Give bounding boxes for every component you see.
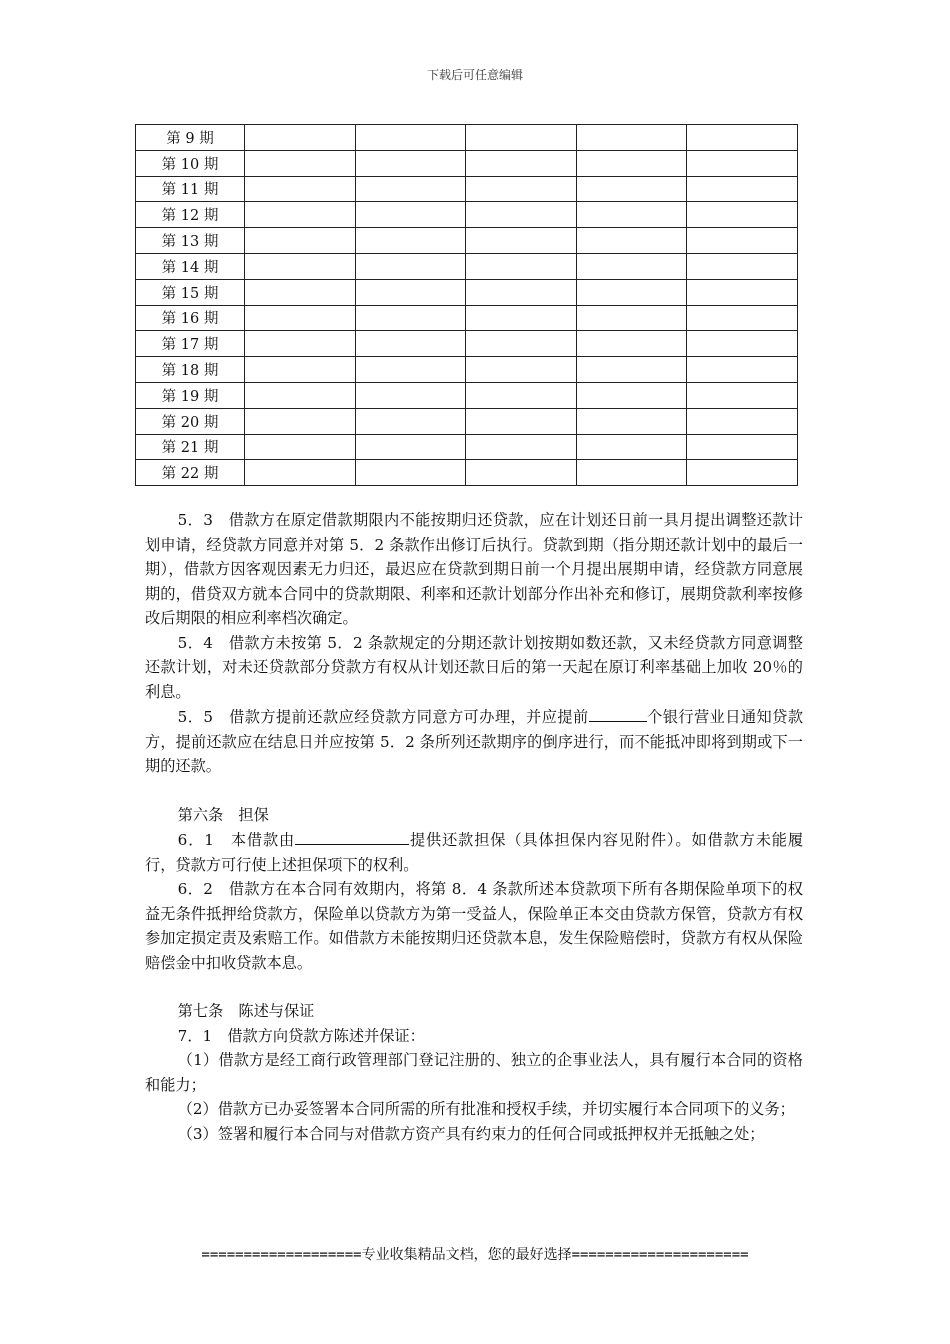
blank-business-days: [589, 704, 647, 722]
period-label: 第 22 期: [136, 460, 245, 486]
table-cell: [355, 460, 466, 486]
period-label: 第 17 期: [136, 331, 245, 357]
period-label: 第 15 期: [136, 279, 245, 305]
table-cell: [466, 408, 577, 434]
period-label: 第 18 期: [136, 357, 245, 383]
table-cell: [355, 279, 466, 305]
table-cell: [687, 331, 798, 357]
table-cell: [576, 331, 687, 357]
period-label: 第 20 期: [136, 408, 245, 434]
table-cell: [576, 460, 687, 486]
table-cell: [687, 150, 798, 176]
clause-7-1-item-3: （3）签署和履行本合同与对借款方资产具有约束力的任何合同或抵押权并无抵触之处；: [177, 1124, 765, 1143]
table-cell: [245, 150, 356, 176]
table-cell: [576, 253, 687, 279]
table-cell: [355, 150, 466, 176]
table-cell: [687, 382, 798, 408]
table-cell: [355, 176, 466, 202]
table-cell: [466, 176, 577, 202]
table-row: [136, 279, 798, 305]
table-cell: [466, 279, 577, 305]
table-cell: [245, 125, 356, 151]
table-cell: [245, 460, 356, 486]
table-cell: [576, 150, 687, 176]
table-cell: [687, 408, 798, 434]
table-cell: [687, 125, 798, 151]
table-cell: [466, 125, 577, 151]
table-cell: [466, 460, 577, 486]
table-cell: [355, 253, 466, 279]
contract-body: [145, 508, 803, 1146]
table-cell: [245, 202, 356, 228]
table-cell: [355, 305, 466, 331]
table-cell: [466, 357, 577, 383]
table-cell: [576, 228, 687, 254]
table-cell: [576, 279, 687, 305]
table-cell: [687, 357, 798, 383]
table-cell: [687, 434, 798, 460]
table-row: [136, 125, 798, 151]
table-row: [136, 202, 798, 228]
table-row: [136, 228, 798, 254]
period-label: 第 21 期: [136, 434, 245, 460]
table-cell: [466, 202, 577, 228]
period-label: 第 14 期: [136, 253, 245, 279]
table-cell: [687, 279, 798, 305]
table-cell: [355, 408, 466, 434]
table-cell: [687, 305, 798, 331]
clause-5-5-part-b: 个银行营业日通知贷款方，提前还款应在结息日并应按第 5．2 条所列还款期序的倒序进行，而不能抵冲即将到期或下一期的还款。: [145, 708, 804, 775]
table-row: [136, 176, 798, 202]
repayment-schedule-table: [135, 124, 798, 486]
table-row: [136, 434, 798, 460]
period-label: 第 11 期: [136, 176, 245, 202]
period-label: 第 9 期: [136, 125, 245, 151]
table-cell: [355, 331, 466, 357]
table-cell: [355, 434, 466, 460]
article-7-heading: 第七条 陈述与保证: [177, 1002, 315, 1020]
table-row: [136, 150, 798, 176]
page-footer: ===================专业收集精品文档，您的最好选择=====================: [201, 1247, 749, 1263]
clause-5-4: 5．4 借款方未按第 5．2 条款规定的分期还款计划按期如数还款，又未经贷款方同意调整还款计划，对未还贷款部分贷款方有权从计划还款日后的第一天起在原订利率基础上加收 20％的利息。: [145, 633, 803, 701]
table-cell: [576, 434, 687, 460]
table-cell: [355, 382, 466, 408]
table-cell: [576, 202, 687, 228]
table-cell: [687, 228, 798, 254]
table-row: [136, 382, 798, 408]
table-cell: [466, 434, 577, 460]
table-row: [136, 253, 798, 279]
table-cell: [466, 253, 577, 279]
clause-7-1: 7．1 借款方向贷款方陈述并保证：: [177, 1026, 425, 1045]
table-cell: [687, 176, 798, 202]
period-label: 第 10 期: [136, 150, 245, 176]
table-cell: [576, 176, 687, 202]
table-cell: [576, 357, 687, 383]
table-cell: [466, 305, 577, 331]
table-cell: [245, 331, 356, 357]
table-cell: [687, 202, 798, 228]
table-cell: [245, 305, 356, 331]
table-cell: [466, 331, 577, 357]
article-6-heading: 第六条 担保: [177, 805, 269, 824]
table-cell: [245, 408, 356, 434]
period-label: 第 16 期: [136, 305, 245, 331]
clause-6-1: [145, 827, 803, 877]
table-cell: [687, 253, 798, 279]
table-cell: [245, 176, 356, 202]
table-cell: [576, 382, 687, 408]
table-cell: [245, 357, 356, 383]
clause-7-1-item-2: （2）借款方已办妥签署本合同所需的所有批准和授权手续，并切实履行本合同项下的义务；: [177, 1100, 795, 1118]
table-cell: [466, 150, 577, 176]
table-cell: [245, 279, 356, 305]
table-cell: [355, 357, 466, 383]
clause-5-3: 5．3 借款方在原定借款期限内不能按期归还贷款，应在计划还日前一具月提出调整还款计划申请，经贷款方同意并对第 5．2 条款作出修订后执行。贷款到期（指分期还款计划中的最后一期），借款方因客观因素无力归还，最迟应在贷款到期日前一个月提出展期申请，经贷款方同意展期的，借贷双方就本合同中的贷款期限、利率和还款计划部分作出补充和修订，展期贷款利率按修改后期限的相应利率档次确定。: [145, 511, 803, 627]
clause-6-1-part-b: 提供还款担保（具体担保内容见附件）。如借款方未能履行，贷款方可行使上述担保项下的权利。: [145, 831, 804, 874]
clause-7-1-item-1: （1）借款方是经工商行政管理部门登记注册的、独立的企事业法人，具有履行本合同的资格和能力；: [145, 1051, 803, 1094]
table-row: [136, 331, 798, 357]
table-row: [136, 357, 798, 383]
table-cell: [245, 253, 356, 279]
table-cell: [245, 434, 356, 460]
clause-5-5: [145, 704, 803, 779]
clause-6-2: 6．2 借款方在本合同有效期内，将第 8．4 条款所述本贷款项下所有各期保险单项下的权益无条件抵押给贷款方，保险单以贷款方为第一受益人，保险单正本交由贷款方保管，贷款方有权参加定损定责及索赔工作。如借款方未能按期归还贷款本息，发生保险赔偿时，贷款方有权从保险赔偿金中扣收贷款本息。: [145, 880, 803, 972]
table-cell: [245, 228, 356, 254]
table-cell: [576, 408, 687, 434]
table-cell: [355, 125, 466, 151]
table-row: [136, 305, 798, 331]
table-cell: [355, 202, 466, 228]
clause-5-5-part-a: 5．5 借款方提前还款应经贷款方同意方可办理，并应提前: [177, 708, 589, 726]
blank-guarantor: [295, 827, 409, 845]
period-label: 第 12 期: [136, 202, 245, 228]
period-label: 第 19 期: [136, 382, 245, 408]
table-cell: [687, 460, 798, 486]
table-cell: [466, 228, 577, 254]
table-cell: [355, 228, 466, 254]
table-row: [136, 460, 798, 486]
table-cell: [466, 382, 577, 408]
table-cell: [245, 382, 356, 408]
page-header: 下载后可任意编辑: [426, 68, 523, 82]
clause-6-1-part-a: 6．1 本借款由: [177, 831, 296, 849]
table-cell: [576, 125, 687, 151]
table-row: [136, 408, 798, 434]
period-label: 第 13 期: [136, 228, 245, 254]
table-cell: [576, 305, 687, 331]
